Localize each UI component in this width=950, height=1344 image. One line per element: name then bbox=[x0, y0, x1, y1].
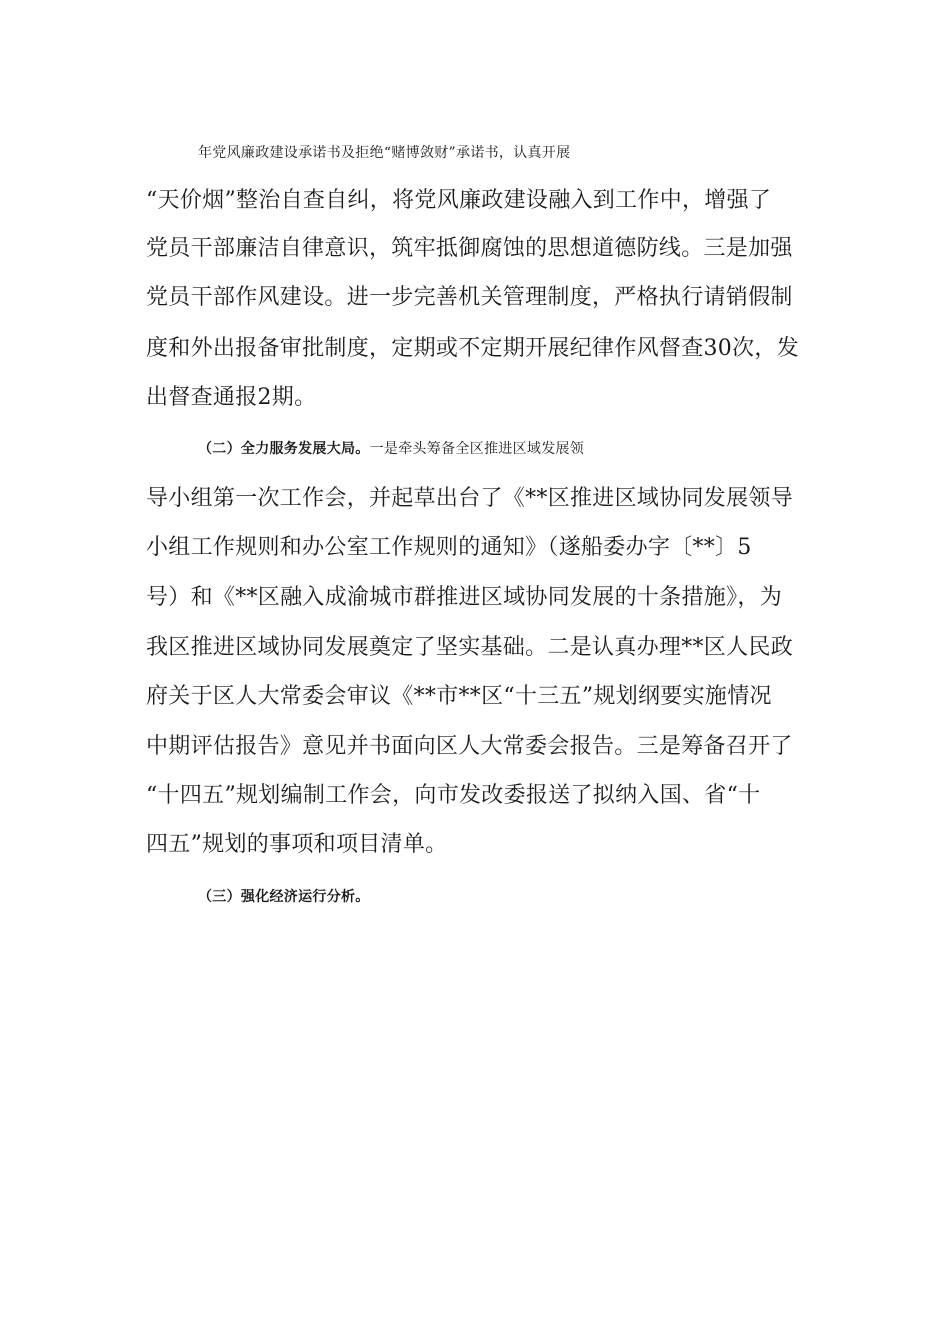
paragraph-2-line-1 bbox=[198, 429, 858, 469]
paragraph-2-line-9: 四五”规划的事项和项目清单。 bbox=[146, 832, 448, 857]
paragraph-2-line-6: 府关于区人大常委会审议《**市**区“十三五”规划纲要实施情况 bbox=[146, 684, 772, 709]
paragraph-2-line-8: “十四五”规划编制工作会，向市发改委报送了拟纳入国、省“十 bbox=[146, 783, 761, 808]
paragraph-1-line-2: “天价烟”整治自查自纠，将党风廉政建设融入到工作中，增强了 bbox=[146, 188, 772, 213]
paragraph-1-line-1: 年党风廉政建设承诺书及拒绝“赌博敛财”承诺书，认真开展 bbox=[198, 145, 571, 161]
paragraph-2-line-3: 小组工作规则和办公室工作规则的通知》（遂船委办字〔**〕5 bbox=[146, 535, 752, 560]
paragraph-2-first-line-text: 一是牵头筹备全区推进区域发展领 bbox=[369, 441, 585, 457]
section-heading-2: （二）全力服务发展大局。 bbox=[198, 441, 370, 457]
paragraph-1-line-3: 党员干部廉洁自律意识，筑牢抵御腐蚀的思想道德防线。三是加强 bbox=[146, 236, 793, 261]
paragraph-1-line-6: 出督查通报2期。 bbox=[146, 385, 317, 410]
paragraph-1-line-5: 度和外出报备审批制度，定期或不定期开展纪律作风督查30次，发 bbox=[146, 336, 799, 361]
section-heading-3: （三）强化经济运行分析。 bbox=[198, 889, 370, 905]
paragraph-2-line-2: 导小组第一次工作会，并起草出台了《**区推进区域协同发展领导 bbox=[146, 486, 794, 511]
paragraph-1-line-4: 党员干部作风建设。进一步完善机关管理制度，严格执行请销假制 bbox=[146, 285, 793, 310]
paragraph-2-line-5: 我区推进区域协同发展奠定了坚实基础。二是认真办理**区人民政 bbox=[146, 635, 794, 660]
paragraph-2-line-4: 号）和《**区融入成渝城市群推进区域协同发展的十条措施》，为 bbox=[146, 585, 783, 610]
paragraph-2-line-7: 中期评估报告》意见并书面向区人大常委会报告。三是筹备召开了 bbox=[146, 734, 793, 759]
